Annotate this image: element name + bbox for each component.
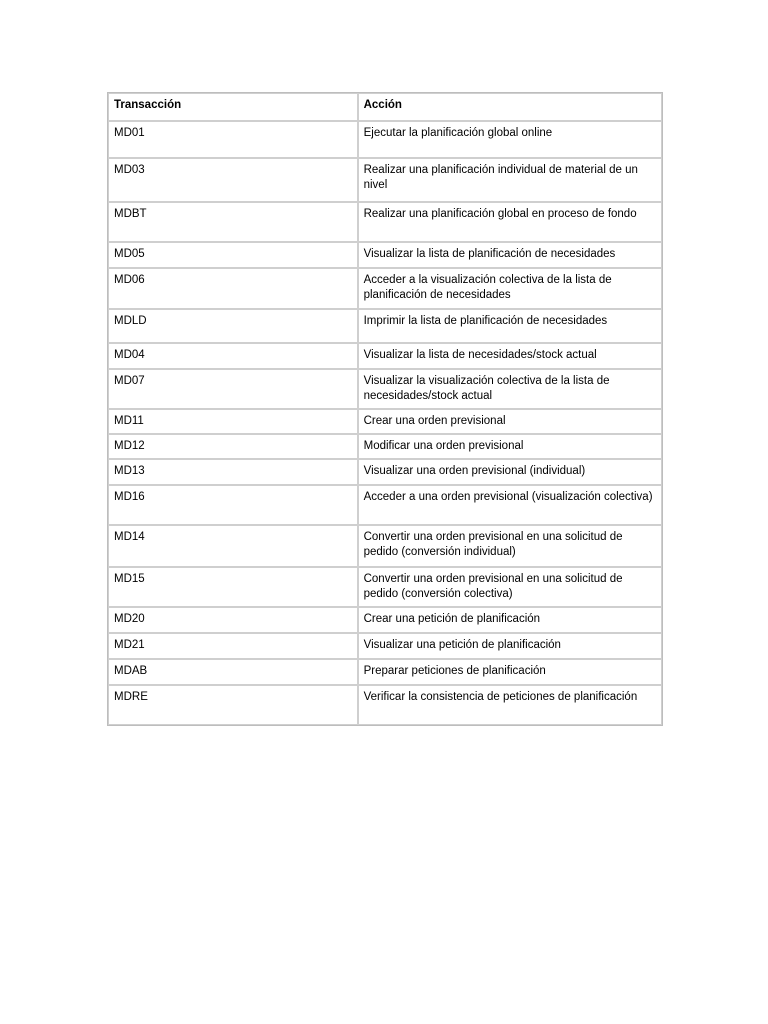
transaction-action: Acceder a una orden previsional (visualización colectiva) <box>358 485 662 525</box>
transaction-code: MD01 <box>108 121 358 158</box>
transaction-code: MD03 <box>108 158 358 202</box>
transaction-code: MD11 <box>108 409 358 434</box>
table-row <box>108 202 662 242</box>
transaction-action: Acceder a la visualización colectiva de la lista de planificación de necesidades <box>358 268 662 309</box>
transaction-code: MD04 <box>108 343 358 369</box>
transaction-code: MD15 <box>108 567 358 607</box>
transaction-action: Imprimir la lista de planificación de necesidades <box>358 309 662 343</box>
transaction-code: MD20 <box>108 607 358 633</box>
transaction-action: Visualizar una orden previsional (individual) <box>358 459 662 485</box>
table-row <box>108 434 662 459</box>
transaction-code: MDLD <box>108 309 358 343</box>
transaction-code: MD21 <box>108 633 358 659</box>
transaction-action: Crear una petición de planificación <box>358 607 662 633</box>
table-row <box>108 268 662 309</box>
header-transaccion: Transacción <box>108 93 358 121</box>
transaction-action: Realizar una planificación global en proceso de fondo <box>358 202 662 242</box>
transaction-action: Realizar una planificación individual de material de un nivel <box>358 158 662 202</box>
table-row <box>108 567 662 607</box>
table-row <box>108 121 662 158</box>
table-row <box>108 369 662 409</box>
transaction-code: MD05 <box>108 242 358 268</box>
transaction-action: Visualizar la lista de planificación de necesidades <box>358 242 662 268</box>
transaction-action: Verificar la consistencia de peticiones de planificación <box>358 685 662 725</box>
table-row <box>108 485 662 525</box>
transaction-code: MD13 <box>108 459 358 485</box>
table-row <box>108 633 662 659</box>
header-accion: Acción <box>358 93 662 121</box>
transaction-action: Modificar una orden previsional <box>358 434 662 459</box>
transaction-action: Convertir una orden previsional en una solicitud de pedido (conversión individual) <box>358 525 662 567</box>
transaction-code: MD06 <box>108 268 358 309</box>
table-row <box>108 158 662 202</box>
table-row <box>108 525 662 567</box>
transaction-action: Convertir una orden previsional en una solicitud de pedido (conversión colectiva) <box>358 567 662 607</box>
transaction-code: MD16 <box>108 485 358 525</box>
transaction-action: Visualizar la visualización colectiva de la lista de necesidades/stock actual <box>358 369 662 409</box>
transaction-code: MDBT <box>108 202 358 242</box>
transaction-code: MD12 <box>108 434 358 459</box>
transaction-code: MDAB <box>108 659 358 685</box>
transaction-action: Crear una orden previsional <box>358 409 662 434</box>
transaction-action: Visualizar una petición de planificación <box>358 633 662 659</box>
table-row <box>108 459 662 485</box>
transaction-code: MD14 <box>108 525 358 567</box>
table-row <box>108 409 662 434</box>
table-header-row <box>108 93 662 121</box>
table-row <box>108 685 662 725</box>
table-row <box>108 659 662 685</box>
table-row <box>108 607 662 633</box>
table-row <box>108 343 662 369</box>
transaction-action: Ejecutar la planificación global online <box>358 121 662 158</box>
table-row <box>108 242 662 268</box>
transactions-table <box>107 92 663 726</box>
transaction-code: MDRE <box>108 685 358 725</box>
transaction-code: MD07 <box>108 369 358 409</box>
transaction-action: Preparar peticiones de planificación <box>358 659 662 685</box>
table-row <box>108 309 662 343</box>
transaction-action: Visualizar la lista de necesidades/stock actual <box>358 343 662 369</box>
